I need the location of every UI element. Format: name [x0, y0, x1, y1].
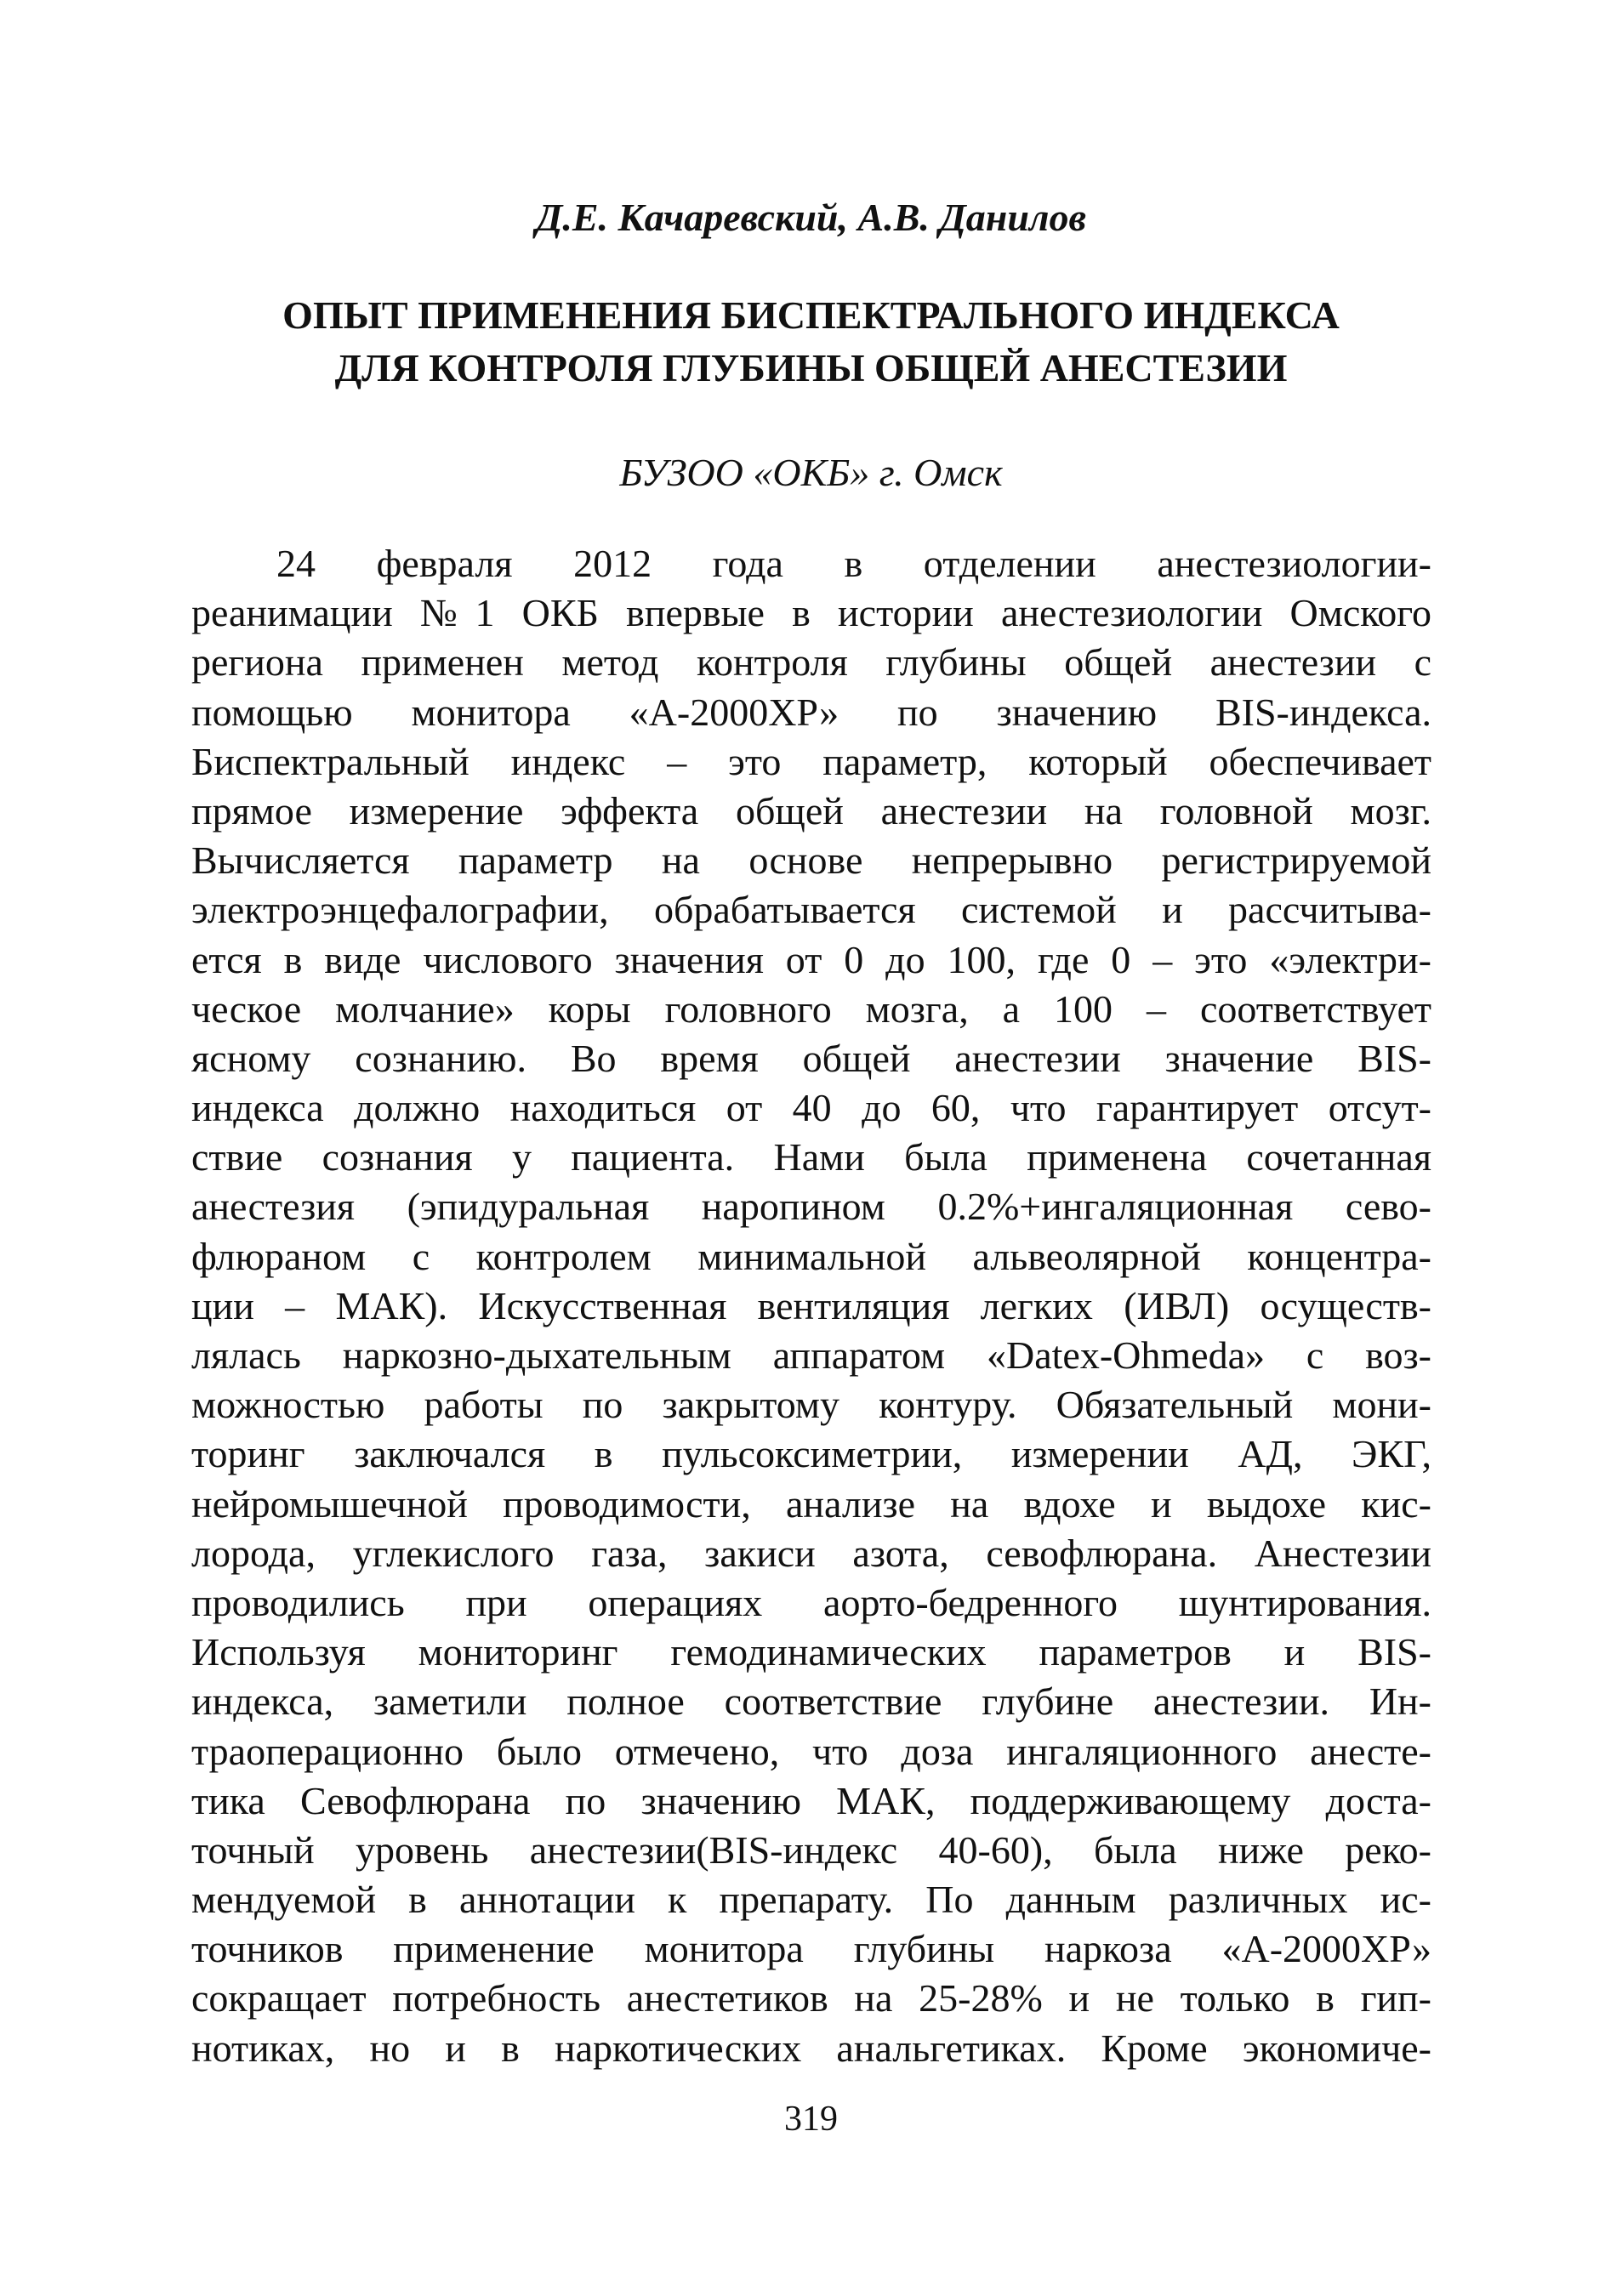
body-line: нейромышечной проводимости, анализе на вдохе и выдохе кис- [191, 1481, 1431, 1526]
article-title [153, 289, 1469, 395]
authors: Д.Е. Качаревский, А.В. Данилов [535, 196, 1087, 239]
body-line: проводились при операциях аорто-бедренного шунтирования. [191, 1580, 1431, 1624]
body-line: ствие сознания у пациента. Нами была применена сочетанная [191, 1135, 1431, 1179]
body-line: лорода, углекислого газа, закиси азота, севофлюрана. Анестезии [191, 1531, 1431, 1575]
body-line: Вычисляется параметр на основе непрерывно регистрируемой [191, 838, 1431, 883]
body-line: торинг заключался в пульсоксиметрии, измерении АД, ЭКГ, [191, 1432, 1431, 1476]
body-line: можностью работы по закрытому контуру. Обязательный мони- [191, 1383, 1431, 1427]
body-line: ции – МАК). Искусственная вентиляция легких (ИВЛ) осуществ- [191, 1283, 1431, 1327]
body-line: ется в виде числового значения от 0 до 100, где 0 – это «электри- [191, 937, 1431, 981]
body-line: электроэнцефалографии, обрабатывается системой и рассчитыва- [191, 888, 1431, 932]
body-line: ясному сознанию. Во время общей анестезии значение BIS- [191, 1036, 1431, 1080]
body-line: нотиках, но и в наркотических анальгетиках. Кроме экономиче- [191, 2026, 1431, 2070]
body-line: сокращает потребность анестетиков на 25-28% и не только в гип- [191, 1976, 1431, 2020]
body-line: 24 февраля 2012 года в отделении анестезиологии- [276, 542, 1431, 585]
body-line: флюраном с контролем минимальной альвеолярной концентра- [191, 1234, 1431, 1278]
body-line: реанимации №1 ОКБ впервые в истории анестезиологии Омского [191, 591, 1431, 635]
body-line: помощью монитора «А-2000ХР» по значению BIS-индекса. [191, 690, 1431, 734]
body-line: точный уровень анестезии(BIS-индекс 40-60), была ниже реко- [191, 1827, 1431, 1872]
body-line: индекса должно находиться от 40 до 60, что гарантирует отсут- [191, 1086, 1431, 1130]
body-line: точников применение монитора глубины наркоза «А-2000ХР» [191, 1927, 1431, 1971]
body-line: индекса, заметили полное соответствие глубине анестезии. Ин- [191, 1679, 1431, 1724]
affiliation: БУЗОО «ОКБ» г. Омск [619, 451, 1003, 494]
page-number: 319 [784, 2100, 838, 2139]
body-line: лялась наркозно-дыхательным аппаратом «Datex-Ohmeda» с воз- [191, 1333, 1431, 1377]
body-line: тика Севофлюрана по значению МАК, поддерживающему доста- [191, 1778, 1431, 1822]
body-line: анестезия (эпидуральная наропином 0.2%+ингаляционная сево- [191, 1185, 1431, 1229]
body-line: траоперационно было отмечено, что доза ингаляционного анесте- [191, 1729, 1431, 1773]
body-line: региона применен метод контроля глубины общей анестезии с [191, 640, 1431, 685]
title-line-2: ДЛЯ КОНТРОЛЯ ГЛУБИНЫ ОБЩЕЙ АНЕСТЕЗИИ [334, 346, 1288, 389]
body-line: Биспектральный индекс – это параметр, который обеспечивает [191, 739, 1431, 783]
body-line: мендуемой в аннотации к препарату. По данным различных ис- [191, 1878, 1431, 1922]
body-line: прямое измерение эффекта общей анестезии на головной мозг. [191, 788, 1431, 833]
body-line: Используя мониторинг гемодинамических параметров и BIS- [191, 1630, 1431, 1674]
body-text [191, 539, 1431, 2073]
title-line-1: ОПЫТ ПРИМЕНЕНИЯ БИСПЕКТРАЛЬНОГО ИНДЕКСА [282, 293, 1340, 337]
body-line: ческое молчание» коры головного мозга, а 100 – соответствует [191, 986, 1431, 1031]
